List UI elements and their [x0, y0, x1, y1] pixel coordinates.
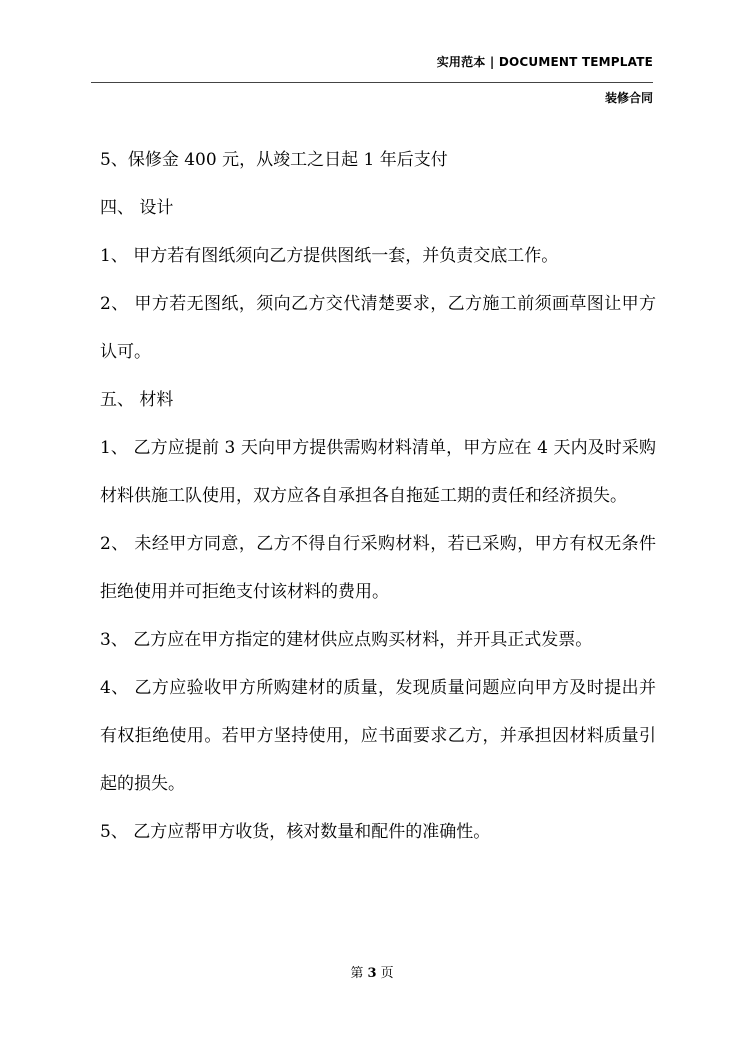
paragraph-materials-3: 3、 乙方应在甲方指定的建材供应点购买材料，并开具正式发票。 — [100, 630, 593, 650]
paragraph-materials-4: 4、 乙方应验收甲方所购建材的质量，发现质量问题应向甲方及时提出并有权拒绝使用。若甲方坚持使用，应书面要求乙方，并承担因材料质量引起的损失。 — [100, 678, 656, 794]
paragraph-materials-1: 1、 乙方应提前 3 天向甲方提供需购材料清单，甲方应在 4 天内及时采购材料供施工队使用，双方应各自承担各自拖延工期的责任和经济损失。 — [100, 438, 656, 506]
paragraph-materials-5: 5、 乙方应帮甲方收货，核对数量和配件的准确性。 — [100, 822, 491, 842]
section-heading-materials: 五、 材料 — [100, 390, 174, 410]
paragraph-warranty-deposit: 5、保修金 400 元，从竣工之日起 1 年后支付 — [100, 150, 448, 170]
paragraph-design-2: 2、 甲方若无图纸，须向乙方交代清楚要求，乙方施工前须画草图让甲方认可。 — [100, 294, 656, 362]
page-label-suffix: 页 — [380, 966, 394, 981]
page-number: 3 — [367, 966, 377, 981]
paragraph-design-1: 1、 甲方若有图纸须向乙方提供图纸一套，并负责交底工作。 — [100, 246, 559, 266]
page-footer — [0, 962, 744, 981]
header-divider — [91, 82, 653, 83]
document-body — [100, 136, 656, 856]
page-label-prefix: 第 — [350, 966, 364, 981]
paragraph-materials-2: 2、 未经甲方同意，乙方不得自行采购材料，若已采购，甲方有权无条件拒绝使用并可拒绝支付该材料的费用。 — [100, 534, 656, 602]
section-heading-design: 四、 设计 — [100, 198, 174, 218]
header-subtitle: 装修合同 — [604, 91, 653, 105]
header-title: 实用范本 | DOCUMENT TEMPLATE — [436, 55, 653, 69]
